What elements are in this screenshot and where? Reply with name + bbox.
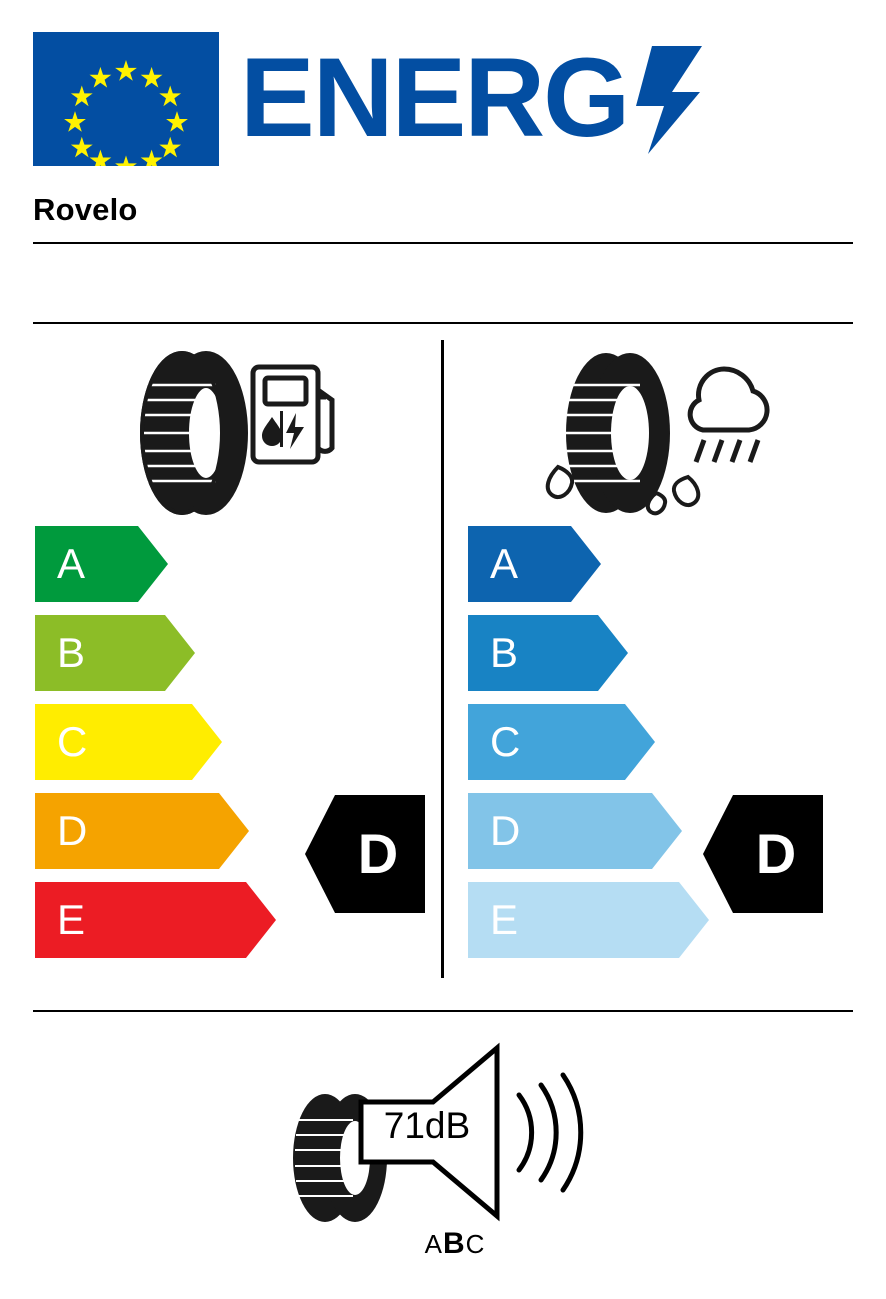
wet-grip-result <box>703 795 823 913</box>
lightning-bolt-icon <box>636 46 702 154</box>
wet-grade-letter-c: C <box>490 718 521 765</box>
divider-bottom <box>33 1010 853 1012</box>
fuel-grade-letter-d: D <box>57 807 88 854</box>
wet-grade-letter-a: A <box>490 540 519 587</box>
wet-grade-bar-a <box>468 526 601 602</box>
fuel-grade-letter-e: E <box>57 896 86 943</box>
divider-vertical <box>441 340 444 978</box>
tyre-fuel-pump-icon <box>120 345 340 525</box>
divider-top <box>33 242 853 244</box>
fuel-grade-letter-c: C <box>57 718 88 765</box>
wet-result-letter: D <box>755 822 797 885</box>
wet-grade-letter-e: E <box>490 896 519 943</box>
eu-flag-stars <box>33 32 219 166</box>
fuel-grade-bar-a <box>35 526 168 602</box>
fuel-result-letter: D <box>357 822 399 885</box>
fuel-efficiency-result <box>305 795 425 913</box>
noise-class-a: A <box>424 1229 443 1259</box>
energy-wordmark <box>240 44 710 156</box>
wet-grade-letter-d: D <box>490 807 521 854</box>
noise-class-b: B <box>442 1227 466 1260</box>
fuel-grade-letter-b: B <box>57 629 86 676</box>
brand-name: Rovelo <box>33 192 138 227</box>
noise-value: 71dB <box>383 1105 471 1146</box>
tyre-rain-cloud-icon <box>528 345 788 525</box>
noise-class-scale <box>400 1227 510 1261</box>
noise-class-c: C <box>465 1229 486 1259</box>
eu-flag <box>33 32 219 166</box>
wet-grade-letter-b: B <box>490 629 519 676</box>
divider-second <box>33 322 853 324</box>
energy-wordmark-text: ENERG <box>240 44 629 156</box>
fuel-grade-letter-a: A <box>57 540 86 587</box>
